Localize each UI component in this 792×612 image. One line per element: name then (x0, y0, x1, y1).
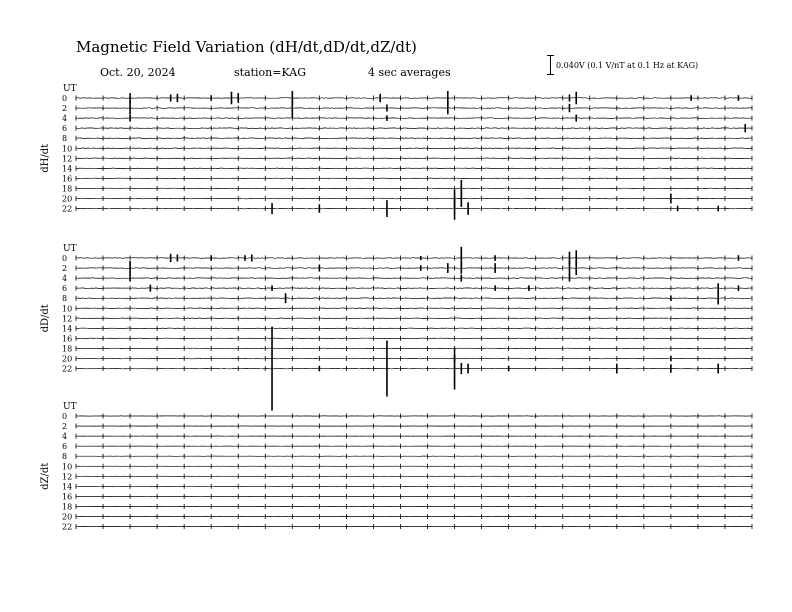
row-label: 8 (62, 294, 68, 304)
row-label: 16 (62, 492, 73, 502)
row-label: 2 (62, 104, 68, 114)
chart-title: Magnetic Field Variation (dH/dt,dD/dt,dZ/dt) (76, 38, 417, 56)
row-label: 0 (62, 412, 68, 421)
trace-line (76, 278, 752, 279)
row-label: 4 (62, 274, 68, 284)
trace-line (76, 158, 752, 159)
row-label: 14 (62, 164, 73, 174)
panel-label: dZ/dt (40, 462, 51, 490)
row-label: 6 (62, 124, 68, 134)
averaging-label: 4 sec averages (368, 66, 451, 79)
row-label: 22 (62, 204, 73, 214)
trace-line (76, 298, 752, 299)
row-label: 6 (62, 442, 68, 452)
trace-line (76, 338, 752, 339)
row-label: 20 (62, 194, 73, 204)
trace-line (76, 168, 752, 169)
trace-line (76, 318, 752, 319)
row-label: 20 (62, 512, 73, 522)
trace-line (76, 308, 752, 309)
row-label: 6 (62, 284, 68, 294)
ut-label: UT (63, 402, 77, 412)
trace-line (76, 368, 752, 369)
trace-line (76, 118, 752, 119)
row-label: 12 (62, 314, 73, 324)
trace-line (76, 148, 752, 149)
trace-line (76, 198, 752, 199)
row-label: 2 (62, 264, 68, 274)
trace-line (76, 178, 752, 179)
row-label: 10 (62, 144, 73, 154)
row-label: 12 (62, 472, 73, 482)
row-label: 18 (62, 502, 73, 512)
ut-label: UT (63, 244, 77, 254)
trace-line (76, 138, 752, 139)
trace-line (76, 328, 752, 329)
row-label: 14 (62, 482, 73, 492)
panel-label: dD/dt (40, 304, 51, 333)
trace-line (76, 358, 752, 359)
row-label: 8 (62, 134, 68, 144)
panel-label: dH/dt (40, 143, 51, 173)
row-label: 4 (62, 114, 68, 124)
row-label: 0 (62, 94, 68, 103)
trace-line (76, 108, 752, 109)
row-label: 2 (62, 422, 68, 432)
row-label: 10 (62, 304, 73, 314)
scale-label: 0.040V (0.1 V/nT at 0.1 Hz at KAG) (556, 61, 699, 70)
trace-line (76, 188, 752, 189)
row-label: 12 (62, 154, 73, 164)
row-label: 22 (62, 364, 73, 374)
row-label: 8 (62, 452, 68, 462)
station-label: station=KAG (234, 66, 306, 79)
trace-line (76, 288, 752, 289)
trace-line (76, 208, 752, 209)
date-label: Oct. 20, 2024 (100, 66, 176, 79)
row-label: 20 (62, 354, 73, 364)
trace-line (76, 348, 752, 349)
row-label: 14 (62, 324, 73, 334)
ut-label: UT (63, 84, 77, 94)
row-label: 10 (62, 462, 73, 472)
row-label: 18 (62, 184, 73, 194)
row-label: 16 (62, 334, 73, 344)
row-label: 4 (62, 432, 68, 442)
trace-line (76, 268, 752, 269)
row-label: 16 (62, 174, 73, 184)
row-label: 0 (62, 254, 68, 263)
row-label: 18 (62, 344, 73, 354)
row-label: 22 (62, 522, 73, 532)
